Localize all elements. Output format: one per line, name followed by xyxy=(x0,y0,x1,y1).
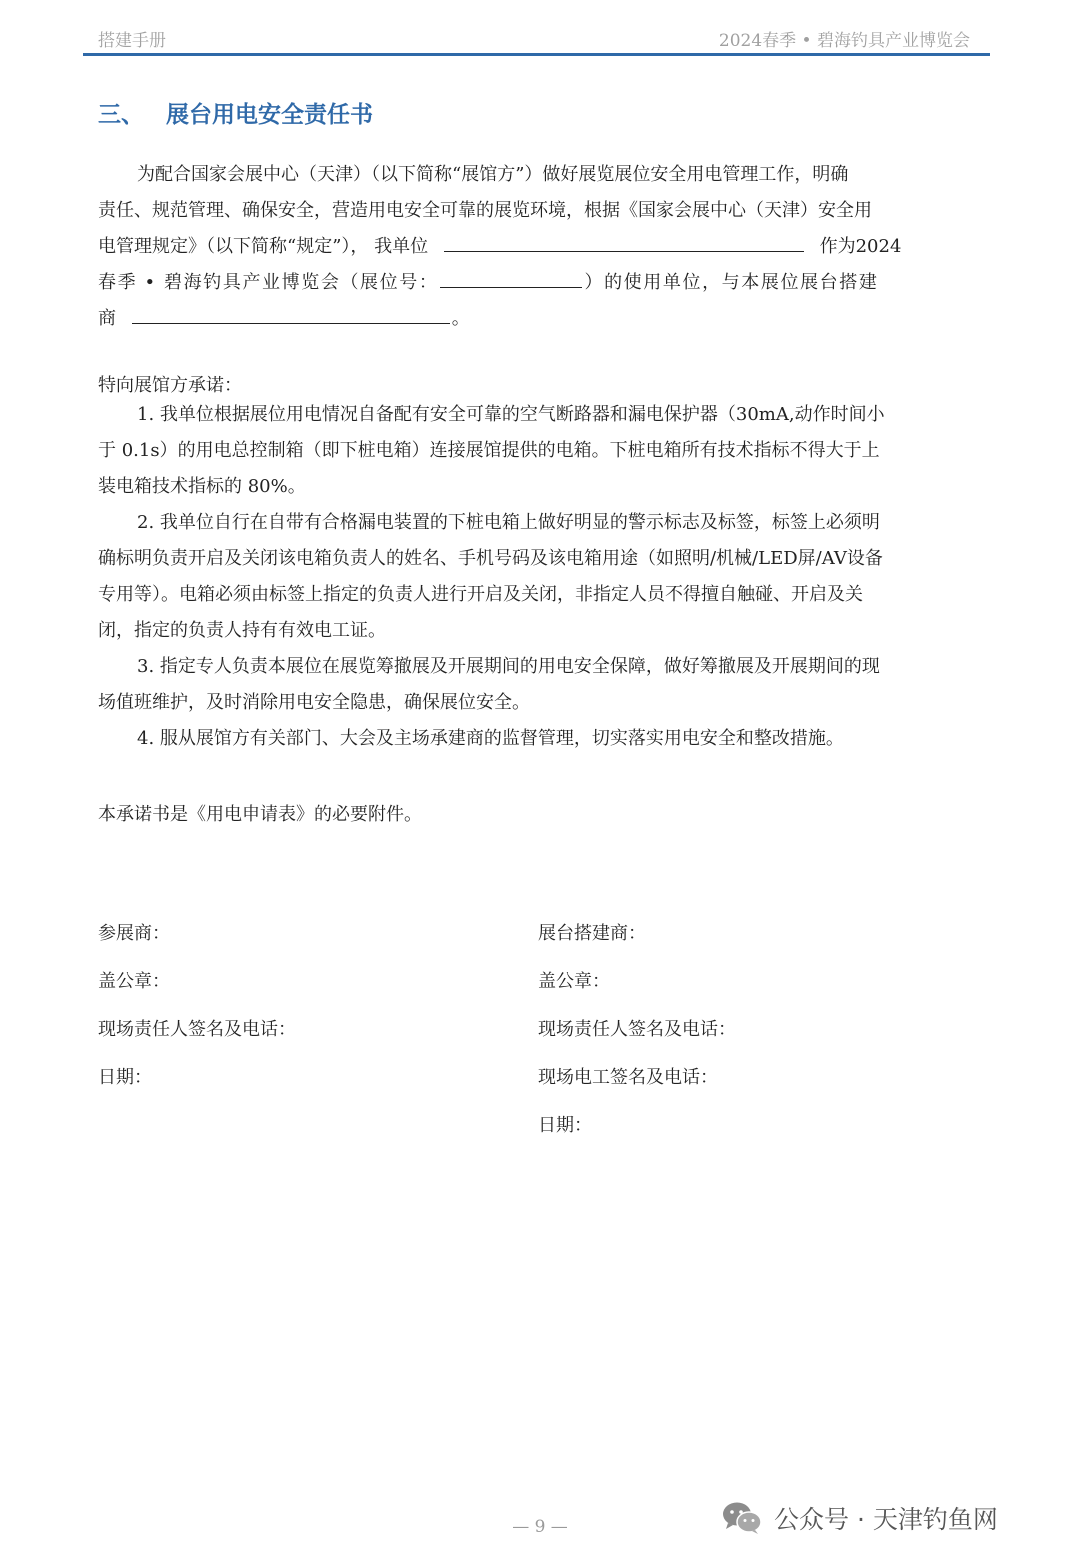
sig-exhibitor-responsible: 现场责任人签名及电话： xyxy=(98,1019,296,1040)
sig-builder: 展台搭建商： xyxy=(538,923,646,944)
watermark-text: 公众号 · 天津钓鱼网 xyxy=(774,1505,998,1534)
builder-name-blank[interactable] xyxy=(132,301,450,324)
intro-line-4-end: ）的使用单位，与本展位展台搭建 xyxy=(584,272,879,293)
item-2-line-4: 闭，指定的负责人持有有效电工证。 xyxy=(98,620,386,641)
attachment-note: 本承诺书是《用电申请表》的必要附件。 xyxy=(98,804,422,825)
item-3-line-1: 3. 指定专人负责本展位在展览筹撤展及开展期间的用电安全保障，做好筹撤展及开展期间的现 xyxy=(137,656,880,677)
item-1-line-1: 1. 我单位根据展位用电情况自备配有安全可靠的空气断路器和漏电保护器（30mA,动作时间小 xyxy=(137,404,885,425)
item-1-line-3: 装电箱技术指标的 80%。 xyxy=(98,476,306,497)
section-title xyxy=(98,96,373,129)
sig-exhibitor: 参展商： xyxy=(98,923,170,944)
item-2-line-3: 专用等）。电箱必须由标签上指定的负责人进行开启及关闭，非指定人员不得擅自触碰、开启及关 xyxy=(98,584,863,605)
sig-builder-seal: 盖公章： xyxy=(538,971,610,992)
header-divider xyxy=(83,53,990,56)
intro-line-5 xyxy=(98,301,974,337)
promise-heading: 特向展馆方承诺： xyxy=(98,375,242,396)
watermark xyxy=(722,1500,998,1536)
sig-builder-date: 日期： xyxy=(538,1115,592,1136)
commitment-list xyxy=(98,397,974,757)
intro-paragraph xyxy=(98,157,974,337)
intro-line-1: 为配合国家会展中心（天津）（以下简称“展馆方”）做好展览展位安全用电管理工作，明确 xyxy=(137,164,849,185)
company-name-blank[interactable] xyxy=(444,229,804,252)
page-number: — 9 — xyxy=(512,1517,568,1537)
intro-line-5-text: 商 xyxy=(98,308,116,329)
section-title-text: 展台用电安全责任书 xyxy=(166,102,373,128)
intro-line-4 xyxy=(98,265,974,301)
sig-builder-responsible: 现场责任人签名及电话： xyxy=(538,1019,736,1040)
wechat-icon xyxy=(722,1501,762,1535)
sig-builder-electrician: 现场电工签名及电话： xyxy=(538,1067,718,1088)
intro-line-2: 责任、规范管理、确保安全，营造用电安全可靠的展览环境，根据《国家会展中心（天津）安全用 xyxy=(98,200,872,221)
intro-line-4-text: 春季 • 碧海钓具产业博览会（展位号： xyxy=(98,272,439,293)
intro-line-3 xyxy=(98,229,974,265)
sig-exhibitor-date: 日期： xyxy=(98,1067,152,1088)
intro-line-3-end: 作为2024 xyxy=(819,236,902,257)
section-number: 三、 xyxy=(98,102,144,128)
intro-line-5-end: 。 xyxy=(451,308,470,329)
item-2-line-1: 2. 我单位自行在自带有合格漏电装置的下桩电箱上做好明显的警示标志及标签，标签上必须明 xyxy=(137,512,880,533)
sig-exhibitor-seal: 盖公章： xyxy=(98,971,170,992)
header-right-title: 2024春季 • 碧海钓具产业博览会 xyxy=(718,31,970,51)
intro-line-3-text: 电管理规定》（以下简称“规定”）， 我单位 xyxy=(98,236,429,257)
item-4-line-1: 4. 服从展馆方有关部门、大会及主场承建商的监督管理，切实落实用电安全和整改措施。 xyxy=(137,728,844,749)
item-1-line-2: 于 0.1s）的用电总控制箱（即下桩电箱）连接展馆提供的电箱。下桩电箱所有技术指标不得大于上 xyxy=(98,440,880,461)
item-3-line-2: 场值班维护，及时消除用电安全隐患，确保展位安全。 xyxy=(98,692,530,713)
booth-number-blank[interactable] xyxy=(440,265,582,288)
item-2-line-2: 确标明负责开启及关闭该电箱负责人的姓名、手机号码及该电箱用途（如照明/机械/LED屏/AV设备 xyxy=(98,548,883,569)
header-left-title: 搭建手册 xyxy=(98,31,166,51)
